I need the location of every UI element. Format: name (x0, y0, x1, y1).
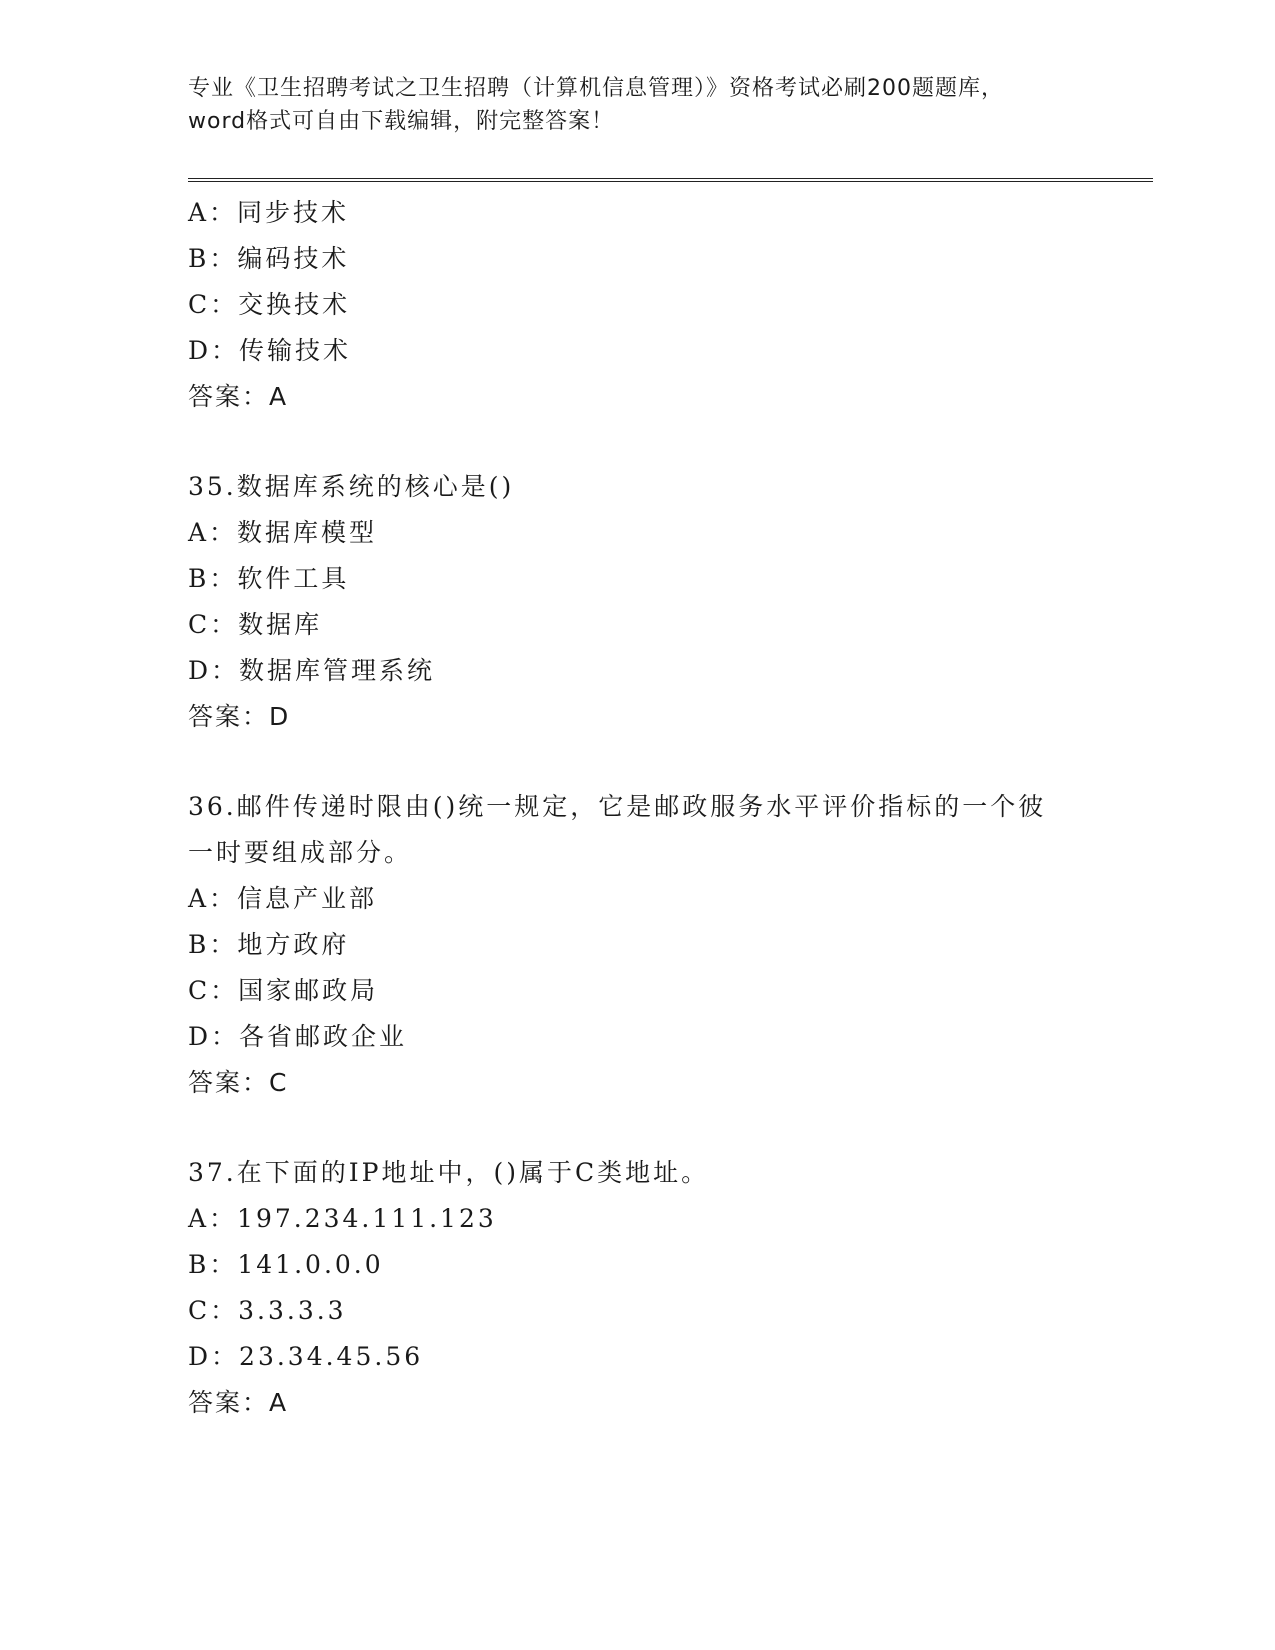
option-c: C：交换技术 (188, 290, 351, 319)
option-a: A：数据库模型 (188, 518, 378, 547)
option-c: C：数据库 (188, 610, 323, 639)
document-header (188, 72, 1088, 138)
question-text: 37.在下面的IP地址中，()属于C类地址。 (188, 1158, 710, 1187)
header-title-line-1: 专业《卫生招聘考试之卫生招聘（计算机信息管理）》资格考试必刷200题题库， (188, 76, 1004, 101)
answer-label: 答案：A (188, 1388, 289, 1417)
option-d: D：数据库管理系统 (188, 656, 436, 685)
answer-label: 答案：A (188, 382, 289, 411)
option-a: A：197.234.111.123 (188, 1204, 497, 1233)
question-36 (188, 784, 1088, 1106)
question-text-line-1: 36.邮件传递时限由()统一规定，它是邮政服务水平评价指标的一个彼 (188, 792, 1047, 821)
question-text: 35.数据库系统的核心是() (188, 472, 515, 501)
document-body (188, 190, 1088, 1426)
option-d: D：传输技术 (188, 336, 352, 365)
option-c: C：3.3.3.3 (188, 1296, 347, 1325)
header-divider (188, 178, 1153, 182)
question-34 (188, 190, 1088, 420)
question-35 (188, 464, 1088, 740)
option-b: B：地方政府 (188, 930, 350, 959)
option-b: B：软件工具 (188, 564, 350, 593)
header-title-line-2: word格式可自由下载编辑，附完整答案！ (188, 109, 615, 134)
option-c: C：国家邮政局 (188, 976, 379, 1005)
question-text-line-2: 一时要组成部分。 (188, 838, 413, 867)
question-37 (188, 1150, 1088, 1426)
answer-label: 答案：C (188, 1068, 289, 1097)
option-b: B：141.0.0.0 (188, 1250, 384, 1279)
option-b: B：编码技术 (188, 244, 350, 273)
option-d: D：23.34.45.56 (188, 1342, 424, 1371)
option-d: D：各省邮政企业 (188, 1022, 408, 1051)
option-a: A：信息产业部 (188, 884, 378, 913)
answer-label: 答案：D (188, 702, 291, 731)
option-a: A：同步技术 (188, 198, 350, 227)
